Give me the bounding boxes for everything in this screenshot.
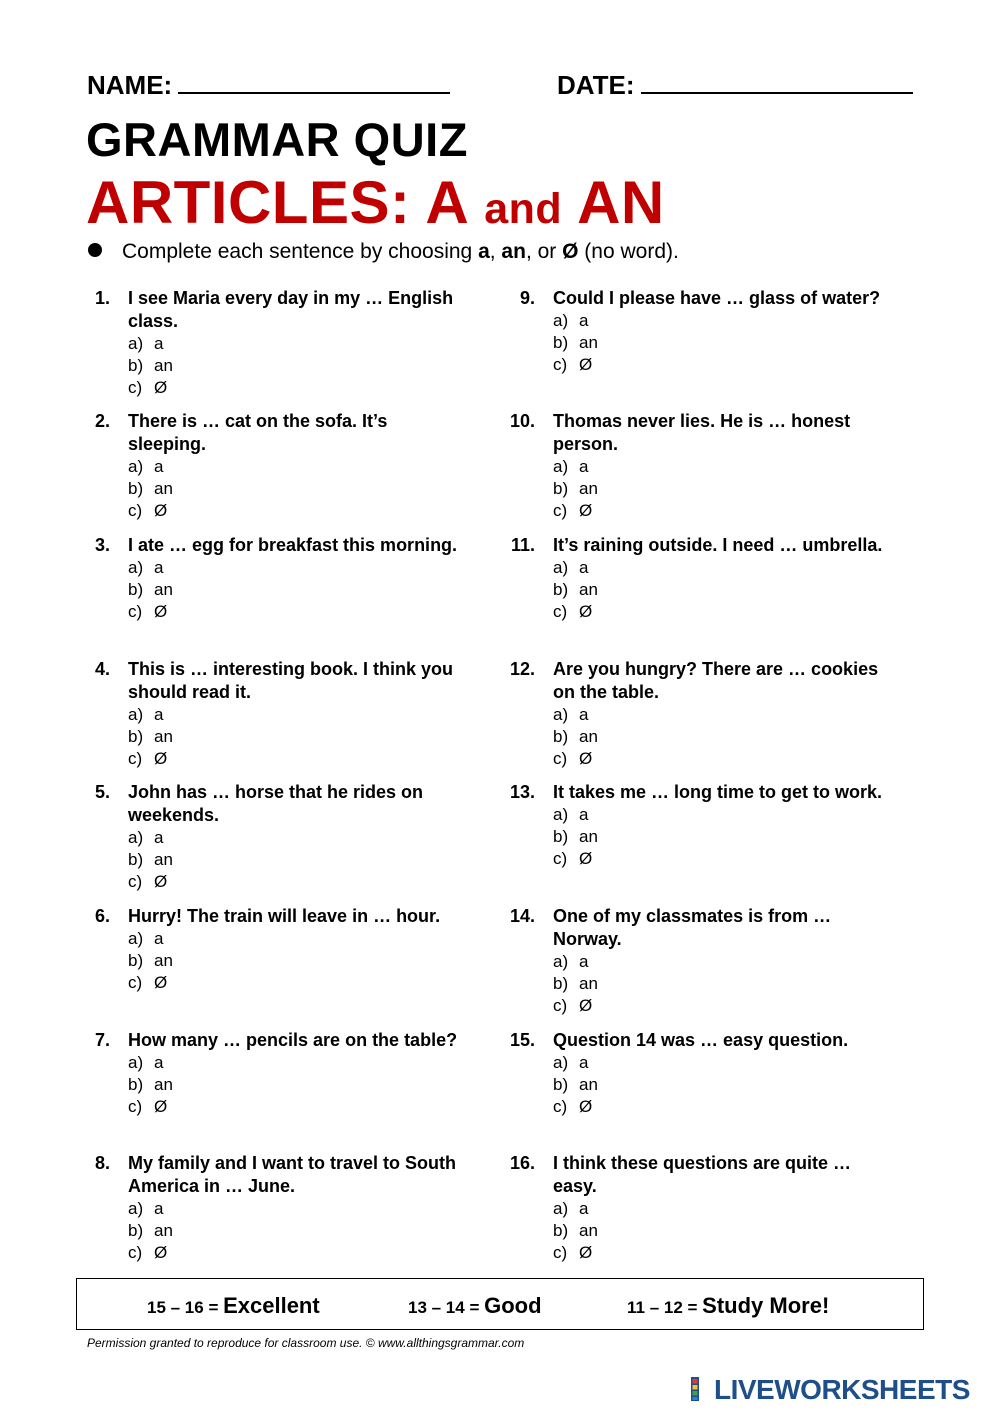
option-value: an	[579, 974, 598, 993]
option-letter: c)	[128, 602, 143, 621]
option-value: a	[579, 558, 589, 577]
option-value: an	[154, 727, 173, 746]
option-value: Ø	[154, 501, 168, 520]
question-number: 4.	[94, 659, 110, 679]
answer-option[interactable]	[128, 849, 448, 871]
option-value: Ø	[579, 996, 593, 1015]
permission-note: Permission granted to reproduce for classroom use. © www.allthingsgrammar.com	[87, 1336, 525, 1350]
option-value: Ø	[579, 602, 593, 621]
question-1	[88, 287, 454, 399]
option-letter: c)	[553, 996, 568, 1015]
question-text: Are you hungry? There are … cookies on the table.	[553, 659, 879, 702]
question-text: I think these questions are quite … easy.	[553, 1153, 852, 1196]
option-letter: a)	[553, 705, 569, 724]
question-9	[513, 287, 881, 376]
option-letter: a)	[553, 1053, 569, 1072]
question-number: 1.	[94, 288, 110, 308]
option-letter: a)	[128, 929, 144, 948]
instruction-sep2: , or	[525, 240, 563, 263]
date-blank-line[interactable]	[641, 70, 913, 94]
option-value: a	[154, 929, 164, 948]
option-letter: b)	[553, 727, 569, 746]
answer-option[interactable]	[553, 579, 873, 601]
score-range: 15 – 16 =	[147, 1298, 224, 1317]
answer-options	[128, 704, 448, 770]
question-number: 7.	[94, 1030, 110, 1050]
question-text: It’s raining outside. I need … umbrella.	[553, 535, 883, 555]
answer-option[interactable]	[128, 748, 448, 770]
option-letter: b)	[128, 727, 144, 746]
option-letter: a)	[553, 1199, 569, 1218]
answer-options	[553, 704, 873, 770]
option-letter: c)	[553, 602, 568, 621]
question-6	[88, 905, 448, 994]
option-value: an	[579, 727, 598, 746]
score-label: Excellent	[223, 1293, 320, 1318]
question-text: How many … pencils are on the table?	[128, 1030, 458, 1050]
option-value: Ø	[154, 872, 168, 891]
answer-option[interactable]	[553, 951, 873, 973]
question-7	[88, 1029, 458, 1118]
answer-options	[128, 1052, 448, 1118]
answer-options	[553, 557, 873, 623]
name-date-line	[87, 70, 917, 104]
answer-option[interactable]	[553, 1242, 873, 1264]
articles-title-and: and	[484, 185, 563, 233]
option-letter: b)	[553, 827, 569, 846]
option-value: a	[579, 805, 589, 824]
question-4	[88, 658, 454, 770]
answer-option[interactable]	[128, 726, 448, 748]
answer-option[interactable]	[553, 601, 873, 623]
option-letter: c)	[553, 749, 568, 768]
option-letter: b)	[553, 580, 569, 599]
question-text: I see Maria every day in my … English class.	[128, 288, 454, 331]
question-text: Question 14 was … easy question.	[553, 1030, 849, 1050]
answer-option[interactable]	[128, 871, 448, 893]
option-letter: a)	[128, 828, 144, 847]
answer-option[interactable]	[553, 704, 873, 726]
option-value: a	[154, 334, 164, 353]
name-field[interactable]	[87, 70, 450, 101]
option-value: a	[154, 1199, 164, 1218]
question-text: Hurry! The train will leave in … hour.	[128, 906, 441, 926]
question-8	[88, 1152, 457, 1264]
option-letter: c)	[128, 1243, 143, 1262]
option-value: an	[154, 951, 173, 970]
answer-option[interactable]	[553, 478, 873, 500]
option-value: an	[579, 1075, 598, 1094]
question-number: 9.	[519, 288, 535, 308]
question-number: 15.	[509, 1030, 535, 1050]
option-value: an	[154, 1075, 173, 1094]
score-label: Study More!	[702, 1293, 830, 1318]
answer-option[interactable]	[553, 973, 873, 995]
answer-option[interactable]	[128, 478, 448, 500]
option-value: Ø	[579, 849, 593, 868]
option-value: Ø	[154, 1243, 168, 1262]
question-number: 6.	[94, 906, 110, 926]
answer-option[interactable]	[128, 704, 448, 726]
question-text: Could I please have … glass of water?	[553, 288, 881, 308]
answer-option[interactable]	[128, 579, 448, 601]
answer-option[interactable]	[553, 726, 873, 748]
answer-options	[553, 804, 873, 870]
answer-option[interactable]	[128, 1242, 448, 1264]
question-number: 3.	[94, 535, 110, 555]
option-letter: c)	[128, 378, 143, 397]
question-number: 10.	[509, 411, 535, 431]
option-value: an	[154, 1221, 173, 1240]
option-value: an	[579, 580, 598, 599]
name-blank-line[interactable]	[178, 70, 450, 94]
answer-options	[553, 1052, 873, 1118]
option-value: Ø	[154, 973, 168, 992]
answer-option[interactable]	[553, 500, 873, 522]
score-range: 11 – 12 =	[627, 1298, 703, 1317]
option-value: Ø	[579, 501, 593, 520]
instruction-null: Ø	[562, 240, 579, 263]
articles-title-part1: ARTICLES: A	[86, 169, 485, 236]
answer-option[interactable]	[553, 1074, 873, 1096]
answer-option[interactable]	[128, 1096, 448, 1118]
answer-option[interactable]	[128, 355, 448, 377]
option-letter: c)	[553, 849, 568, 868]
answer-option[interactable]	[128, 500, 448, 522]
answer-option[interactable]	[553, 332, 873, 354]
answer-option[interactable]	[553, 1096, 873, 1118]
question-number: 13.	[509, 782, 535, 802]
answer-option[interactable]	[128, 557, 448, 579]
question-text: There is … cat on the sofa. It’s sleeping.	[128, 411, 388, 454]
question-14	[509, 905, 873, 1017]
answer-options	[128, 928, 448, 994]
question-number: 14.	[509, 906, 535, 926]
answer-option[interactable]	[128, 928, 448, 950]
option-letter: a)	[128, 705, 144, 724]
score-box	[76, 1278, 924, 1330]
option-letter: a)	[128, 457, 144, 476]
question-11	[510, 534, 883, 623]
option-value: an	[154, 850, 173, 869]
question-text: Thomas never lies. He is … honest person.	[553, 411, 851, 454]
option-value: Ø	[579, 1097, 593, 1116]
option-letter: b)	[553, 479, 569, 498]
option-value: Ø	[154, 602, 168, 621]
name-label: NAME:	[87, 70, 173, 100]
answer-options	[128, 333, 448, 399]
score-excellent	[147, 1293, 320, 1319]
option-value: a	[154, 558, 164, 577]
option-value: a	[154, 1053, 164, 1072]
option-value: Ø	[154, 1097, 168, 1116]
answer-options	[553, 456, 873, 522]
option-letter: b)	[128, 479, 144, 498]
option-letter: c)	[553, 501, 568, 520]
question-text: It takes me … long time to get to work.	[553, 782, 883, 802]
answer-option[interactable]	[553, 995, 873, 1017]
answer-option[interactable]	[128, 1052, 448, 1074]
answer-options	[553, 951, 873, 1017]
score-range: 13 – 14 =	[408, 1298, 485, 1317]
answer-option[interactable]	[553, 456, 873, 478]
option-letter: c)	[128, 1097, 143, 1116]
articles-title	[86, 168, 665, 237]
instruction-text: Complete each sentence by choosing	[122, 240, 479, 263]
answer-option[interactable]	[128, 377, 448, 399]
option-letter: a)	[553, 311, 569, 330]
option-value: a	[579, 705, 589, 724]
option-value: a	[154, 705, 164, 724]
question-number: 11.	[510, 535, 535, 555]
answer-option[interactable]	[553, 804, 873, 826]
answer-option[interactable]	[553, 826, 873, 848]
answer-option[interactable]	[128, 972, 448, 994]
option-letter: c)	[128, 501, 143, 520]
option-letter: a)	[128, 334, 144, 353]
answer-option[interactable]	[553, 1052, 873, 1074]
answer-option[interactable]	[128, 333, 448, 355]
score-label: Good	[484, 1293, 542, 1318]
question-12	[509, 658, 879, 770]
answer-option[interactable]	[128, 1220, 448, 1242]
question-number: 16.	[509, 1153, 535, 1173]
bullet-icon	[88, 243, 102, 257]
answer-option[interactable]	[128, 601, 448, 623]
option-letter: b)	[128, 850, 144, 869]
option-value: an	[579, 479, 598, 498]
answer-option[interactable]	[553, 848, 873, 870]
instruction-an: an	[501, 240, 526, 263]
option-letter: a)	[128, 1199, 144, 1218]
option-letter: c)	[553, 1097, 568, 1116]
option-value: a	[579, 1053, 589, 1072]
answer-option[interactable]	[128, 456, 448, 478]
answer-options	[128, 1198, 448, 1264]
answer-option[interactable]	[128, 1074, 448, 1096]
answer-option[interactable]	[553, 1198, 873, 1220]
option-letter: b)	[553, 1221, 569, 1240]
option-value: a	[579, 952, 589, 971]
option-letter: a)	[128, 1053, 144, 1072]
answer-option[interactable]	[128, 950, 448, 972]
option-letter: b)	[128, 1075, 144, 1094]
option-letter: a)	[553, 805, 569, 824]
option-value: a	[579, 1199, 589, 1218]
score-study-more	[627, 1293, 829, 1319]
option-letter: b)	[128, 951, 144, 970]
question-10	[509, 410, 873, 522]
option-value: a	[154, 828, 164, 847]
answer-option[interactable]	[128, 827, 448, 849]
answer-option[interactable]	[553, 1220, 873, 1242]
option-letter: c)	[553, 1243, 568, 1262]
option-value: Ø	[579, 355, 593, 374]
option-letter: a)	[553, 457, 569, 476]
question-text: One of my classmates is from … Norway.	[553, 906, 832, 949]
instruction-post: (no word).	[578, 240, 679, 263]
answer-options	[553, 310, 873, 376]
answer-option[interactable]	[553, 310, 873, 332]
question-15	[509, 1029, 873, 1118]
date-field[interactable]	[557, 70, 913, 101]
answer-option[interactable]	[553, 748, 873, 770]
question-number: 8.	[94, 1153, 110, 1173]
option-value: an	[579, 333, 598, 352]
option-letter: a)	[553, 558, 569, 577]
question-5	[88, 781, 448, 893]
option-value: a	[579, 457, 589, 476]
question-16	[509, 1152, 873, 1264]
option-value: an	[579, 1221, 598, 1240]
option-value: a	[154, 457, 164, 476]
answer-options	[128, 456, 448, 522]
option-letter: b)	[553, 333, 569, 352]
answer-option[interactable]	[553, 557, 873, 579]
option-value: an	[154, 479, 173, 498]
option-letter: b)	[128, 1221, 144, 1240]
question-text: This is … interesting book. I think you should read it.	[128, 659, 454, 702]
option-letter: b)	[128, 580, 144, 599]
answer-option[interactable]	[553, 354, 873, 376]
option-value: Ø	[154, 378, 168, 397]
date-label: DATE:	[557, 70, 635, 100]
option-letter: c)	[128, 749, 143, 768]
option-value: an	[154, 356, 173, 375]
question-text: John has … horse that he rides on weekends.	[128, 782, 424, 825]
score-good	[408, 1293, 542, 1319]
answer-option[interactable]	[128, 1198, 448, 1220]
option-letter: c)	[553, 355, 568, 374]
question-3	[88, 534, 458, 623]
answer-options	[128, 827, 448, 893]
option-value: Ø	[154, 749, 168, 768]
option-letter: c)	[128, 973, 143, 992]
option-letter: b)	[128, 356, 144, 375]
option-value: a	[579, 311, 589, 330]
option-value: Ø	[579, 1243, 593, 1262]
option-value: an	[579, 827, 598, 846]
option-letter: b)	[553, 1075, 569, 1094]
question-text: I ate … egg for breakfast this morning.	[128, 535, 458, 555]
option-letter: b)	[553, 974, 569, 993]
option-letter: a)	[553, 952, 569, 971]
question-number: 5.	[94, 782, 110, 802]
question-13	[509, 781, 883, 870]
answer-options	[553, 1198, 873, 1264]
option-letter: a)	[128, 558, 144, 577]
option-letter: c)	[128, 872, 143, 891]
question-number: 2.	[94, 411, 110, 431]
question-number: 12.	[509, 659, 535, 679]
answer-options	[128, 557, 448, 623]
instruction-a: a	[478, 240, 490, 263]
instruction-sep1: ,	[489, 240, 502, 263]
question-2	[88, 410, 448, 522]
liveworksheets-text: LIVEWORKSHEETS	[714, 1374, 970, 1405]
quiz-title: GRAMMAR QUIZ	[86, 113, 468, 166]
instruction	[88, 240, 679, 264]
articles-title-part2: AN	[562, 169, 665, 236]
option-value: an	[154, 580, 173, 599]
option-value: Ø	[579, 749, 593, 768]
question-text: My family and I want to travel to South America in … June.	[128, 1153, 457, 1196]
